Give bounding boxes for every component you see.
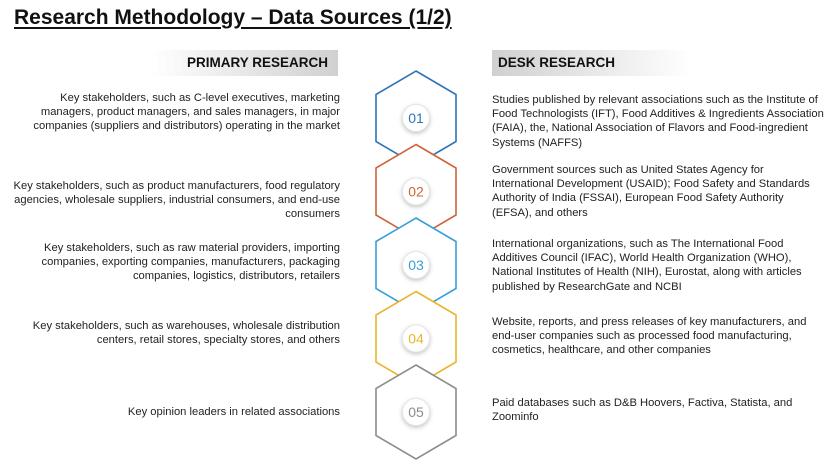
step-number: 03 (408, 257, 424, 273)
page-title: Research Methodology – Data Sources (1/2) (14, 6, 452, 29)
hexagon-05 (376, 365, 456, 459)
primary-research-text-01: Key stakeholders, such as C-level executives, marketing managers, product managers, and sales managers, in major companies (suppliers and distributors) operating in the market (33, 92, 340, 133)
desk-research-text-05: Paid databases such as D&B Hoovers, Factiva, Statista, and Zoominfo (492, 397, 793, 424)
primary-research-text-03: Key stakeholders, such as raw material providers, importing companies, exporting companies, manufacturers, packaging companies, logistics, distributors, retailers (41, 242, 340, 283)
step-number: 05 (408, 404, 424, 420)
primary-research-text-02: Key stakeholders, such as product manufacturers, food regulatory agencies, wholesale suppliers, industrial consumers, and end-use consumers (13, 180, 340, 221)
step-number: 04 (408, 330, 424, 347)
desk-research-header: DESK RESEARCH (492, 50, 692, 76)
primary-research-header: PRIMARY RESEARCH (150, 50, 338, 76)
step-number: 01 (408, 110, 424, 126)
desk-research-text-04: Website, reports, and press releases of key manufacturers, and end-user companies such as processed food manufacturing, cosmetics, healthcare, and other companies (492, 316, 807, 357)
desk-research-text-01: Studies published by relevant associations such as the Institute of Food Technologists (IFT), Food Additives & Ingredients Association (FAIA), the, National Association of Flavors and Food-ingredient Systems (NAFFS) (492, 94, 824, 149)
desk-research-text-02: Government sources such as United States Agency for International Development (USAID); Food Safety and Standards Authority of India (FSSAI), European Food Safety Authority (EFSA), and others (492, 164, 810, 219)
primary-research-text-04: Key stakeholders, such as warehouses, wholesale distribution centers, retail stores, specialty stores, and others (32, 320, 340, 347)
step-number: 02 (408, 183, 424, 200)
primary-research-text-05: Key opinion leaders in related associations (127, 406, 340, 418)
desk-research-text-03: International organizations, such as The International Food Additives Council (IFAC), World Health Organization (WHO), National Institutes of Health (NIH), Eurostat, along with articles published by ResearchGate and NCBI (492, 238, 802, 293)
